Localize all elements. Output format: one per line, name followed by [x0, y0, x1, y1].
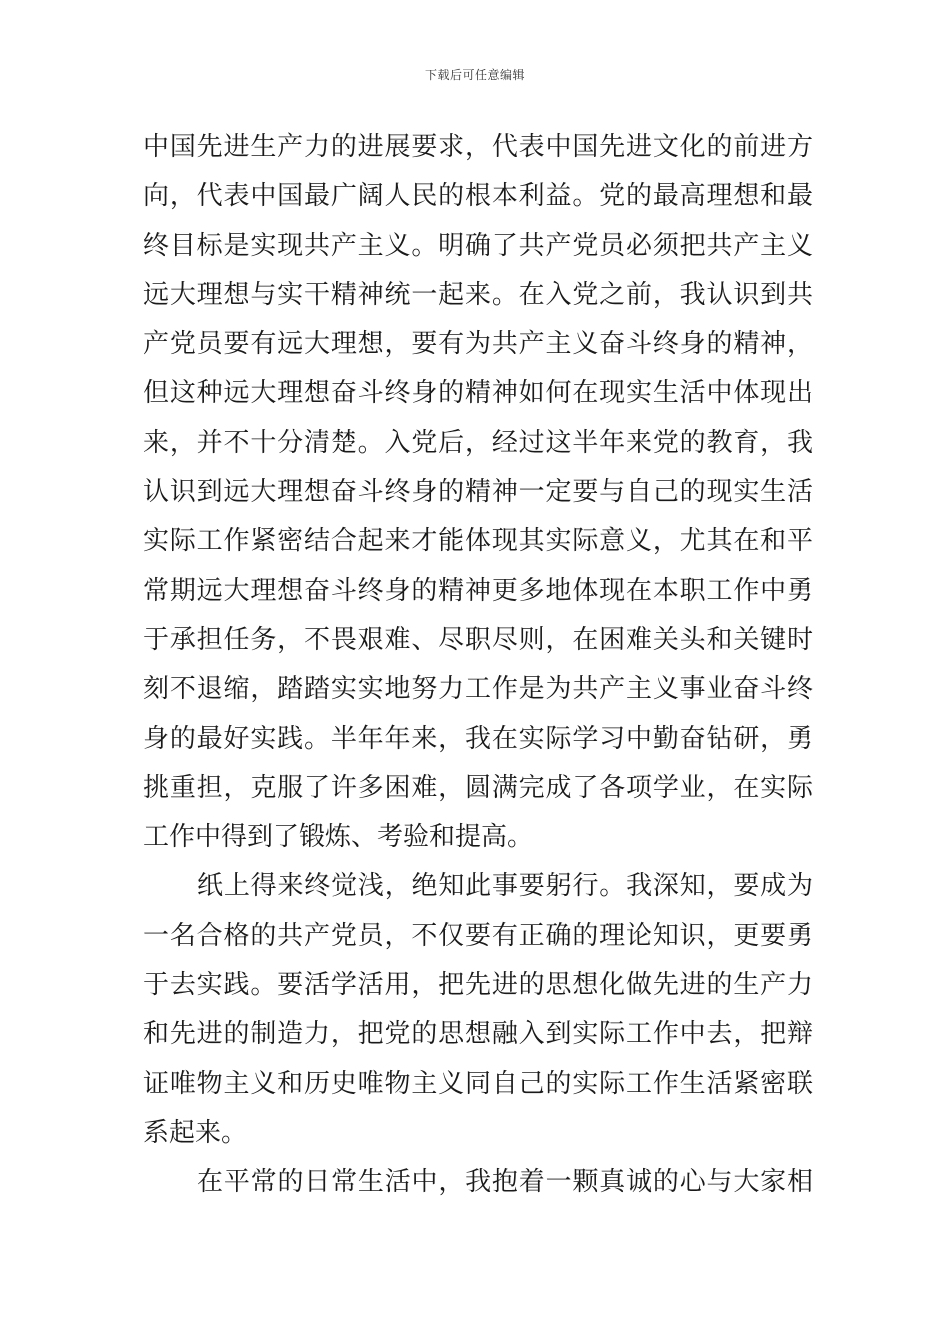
text-line: 认识到远大理想奋斗终身的精神一定要与自己的现实生活 [143, 477, 813, 508]
text-line: 产党员要有远大理想，要有为共产主义奋斗终身的精神， [143, 329, 813, 360]
text-line: 中国先进生产力的进展要求，代表中国先进文化的前进方 [143, 132, 813, 162]
text-line: 一名合格的共产党员，不仅要有正确的理论知识，更要勇 [143, 920, 813, 951]
text-line: 身的最好实践。半年年来，我在实际学习中勤奋钻研，勇 [143, 723, 813, 754]
text-line-paragraph-start: 在平常的日常生活中，我抱着一颗真诚的心与大家相 [197, 1167, 813, 1198]
text-line: 来，并不十分清楚。入党后，经过这半年来党的教育，我 [143, 427, 813, 458]
text-line: 终目标是实现共产主义。明确了共产党员必须把共产主义 [143, 230, 813, 261]
text-line: 远大理想与实干精神统一起来。在入党之前，我认识到共 [143, 279, 813, 310]
text-line: 常期远大理想奋斗终身的精神更多地体现在本职工作中勇 [143, 575, 813, 606]
text-line-paragraph-start: 纸上得来终觉浅，绝知此事要躬行。我深知，要成为 [197, 871, 813, 902]
text-line: 证唯物主义和历史唯物主义同自己的实际工作生活紧密联 [143, 1068, 813, 1099]
page-header: 下载后可任意编辑 [424, 68, 525, 82]
text-line: 系起来。 [143, 1117, 248, 1148]
text-line: 刻不退缩，踏踏实实地努力工作是为共产主义事业奋斗终 [143, 674, 813, 705]
text-line: 工作中得到了锻炼、考验和提高。 [143, 822, 534, 853]
text-line: 实际工作紧密结合起来才能体现其实际意义，尤其在和平 [143, 526, 813, 557]
text-line: 于承担任务，不畏艰难、尽职尽则，在困难关头和关键时 [143, 624, 813, 655]
text-line: 挑重担，克服了许多困难，圆满完成了各项学业，在实际 [143, 772, 813, 803]
body-text [143, 123, 813, 1208]
text-line: 向，代表中国最广阔人民的根本利益。党的最高理想和最 [143, 181, 813, 212]
text-line: 于去实践。要活学活用，把先进的思想化做先进的生产力 [143, 970, 813, 1001]
text-line: 但这种远大理想奋斗终身的精神如何在现实生活中体现出 [143, 378, 813, 409]
text-line: 和先进的制造力，把党的思想融入到实际工作中去，把辩 [143, 1019, 813, 1050]
